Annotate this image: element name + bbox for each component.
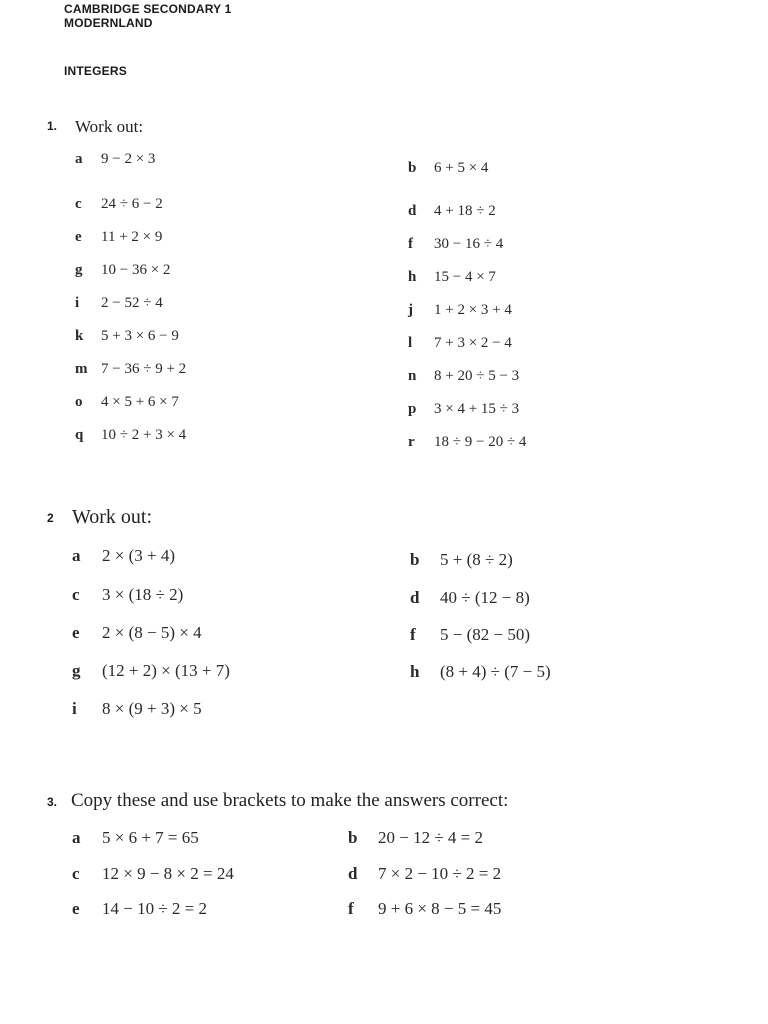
item-expression: 7 × 2 − 10 ÷ 2 = 2 <box>378 864 502 883</box>
exercise-item <box>408 335 512 352</box>
exercise-item <box>408 401 519 418</box>
item-expression: 9 + 6 × 8 − 5 = 45 <box>378 899 502 918</box>
item-label: e <box>72 623 80 642</box>
question-number: 1. <box>47 119 58 133</box>
item-label: b <box>410 550 420 569</box>
item-label: f <box>408 236 413 252</box>
topic-heading: INTEGERS <box>64 64 127 78</box>
item-label: k <box>75 328 84 344</box>
item-expression: 14 − 10 ÷ 2 = 2 <box>102 899 208 918</box>
school-location: MODERNLAND <box>64 16 153 30</box>
item-expression: 7 + 3 × 2 − 4 <box>434 335 512 351</box>
question-number: 3. <box>47 795 58 809</box>
item-label: c <box>72 585 80 604</box>
exercise-item <box>410 625 530 645</box>
exercise-item <box>75 328 179 345</box>
exercise-item <box>75 196 163 213</box>
item-label: d <box>408 203 417 219</box>
item-label: c <box>72 864 80 883</box>
item-expression: 8 × (9 + 3) × 5 <box>102 699 202 718</box>
item-expression: 6 + 5 × 4 <box>434 160 489 176</box>
item-expression: 1 + 2 × 3 + 4 <box>434 302 512 318</box>
item-label: g <box>75 262 83 278</box>
item-label: r <box>408 434 415 450</box>
exercise-item <box>72 899 207 919</box>
item-expression: 40 ÷ (12 − 8) <box>440 588 530 607</box>
item-expression: 5 − (82 − 50) <box>440 625 530 644</box>
item-expression: (12 + 2) × (13 + 7) <box>102 661 230 680</box>
exercise-item <box>348 828 483 848</box>
exercise-item <box>348 864 501 884</box>
item-expression: 5 × 6 + 7 = 65 <box>102 828 199 847</box>
item-expression: 3 × 4 + 15 ÷ 3 <box>434 401 520 417</box>
question-number: 2 <box>47 511 54 525</box>
item-label: m <box>75 361 88 377</box>
exercise-item <box>408 160 488 177</box>
item-label: c <box>75 196 82 212</box>
item-expression: 20 − 12 ÷ 4 = 2 <box>378 828 484 847</box>
item-label: q <box>75 427 84 443</box>
exercise-item <box>72 546 175 566</box>
item-expression: 8 + 20 ÷ 5 − 3 <box>434 368 520 384</box>
item-label: f <box>410 625 416 644</box>
exercise-item <box>408 203 496 220</box>
item-expression: 9 − 2 × 3 <box>101 151 156 167</box>
exercise-item <box>75 295 163 312</box>
exercise-item <box>408 302 512 319</box>
item-label: p <box>408 401 417 417</box>
item-expression: 2 × (3 + 4) <box>102 546 175 565</box>
exercise-item <box>75 262 170 279</box>
item-label: o <box>75 394 83 410</box>
item-label: a <box>72 546 81 565</box>
item-label: d <box>410 588 420 607</box>
item-label: j <box>408 302 413 318</box>
exercise-item <box>75 229 162 246</box>
item-label: i <box>75 295 80 311</box>
item-expression: 4 × 5 + 6 × 7 <box>101 394 179 410</box>
item-expression: 24 ÷ 6 − 2 <box>101 196 163 212</box>
item-label: g <box>72 661 81 680</box>
exercise-item <box>75 151 155 168</box>
item-label: h <box>408 269 417 285</box>
item-expression: 10 − 36 × 2 <box>101 262 171 278</box>
item-expression: 5 + 3 × 6 − 9 <box>101 328 179 344</box>
item-label: b <box>408 160 417 176</box>
item-expression: 12 × 9 − 8 × 2 = 24 <box>102 864 234 883</box>
exercise-item <box>410 588 530 608</box>
exercise-item <box>408 269 496 286</box>
exercise-item <box>348 899 501 919</box>
item-expression: 18 ÷ 9 − 20 ÷ 4 <box>434 434 527 450</box>
item-expression: 5 + (8 ÷ 2) <box>440 550 513 569</box>
exercise-item <box>75 361 186 378</box>
item-label: a <box>75 151 83 167</box>
question-instruction: Work out: <box>75 117 144 136</box>
exercise-item <box>72 828 199 848</box>
item-label: f <box>348 899 354 918</box>
item-expression: 15 − 4 × 7 <box>434 269 496 285</box>
question-instruction: Copy these and use brackets to make the answers correct: <box>71 790 509 811</box>
item-expression: 30 − 16 ÷ 4 <box>434 236 504 252</box>
item-expression: 2 − 52 ÷ 4 <box>101 295 163 311</box>
item-label: n <box>408 368 417 384</box>
exercise-item <box>72 585 183 605</box>
exercise-item <box>75 427 186 444</box>
exercise-item <box>410 550 513 570</box>
school-name: CAMBRIDGE SECONDARY 1 <box>64 2 232 16</box>
item-label: e <box>72 899 80 918</box>
exercise-item <box>72 699 202 719</box>
exercise-item <box>408 236 503 253</box>
item-label: b <box>348 828 358 847</box>
item-label: e <box>75 229 82 245</box>
item-label: h <box>410 662 420 681</box>
item-expression: 11 + 2 × 9 <box>101 229 163 245</box>
question-instruction: Work out: <box>72 506 153 528</box>
item-expression: 3 × (18 ÷ 2) <box>102 585 184 604</box>
exercise-item <box>72 661 230 681</box>
item-expression: 7 − 36 ÷ 9 + 2 <box>101 361 187 377</box>
item-expression: 10 ÷ 2 + 3 × 4 <box>101 427 187 443</box>
exercise-item <box>408 434 526 451</box>
exercise-item <box>410 662 551 682</box>
item-expression: 2 × (8 − 5) × 4 <box>102 623 202 642</box>
item-label: i <box>72 699 77 718</box>
item-expression: 4 + 18 ÷ 2 <box>434 203 496 219</box>
item-label: a <box>72 828 81 847</box>
exercise-item <box>75 394 179 411</box>
item-expression: (8 + 4) ÷ (7 − 5) <box>440 662 551 681</box>
item-label: d <box>348 864 358 883</box>
exercise-item <box>72 864 234 884</box>
exercise-item <box>408 368 519 385</box>
item-label: l <box>408 335 413 351</box>
exercise-item <box>72 623 202 643</box>
